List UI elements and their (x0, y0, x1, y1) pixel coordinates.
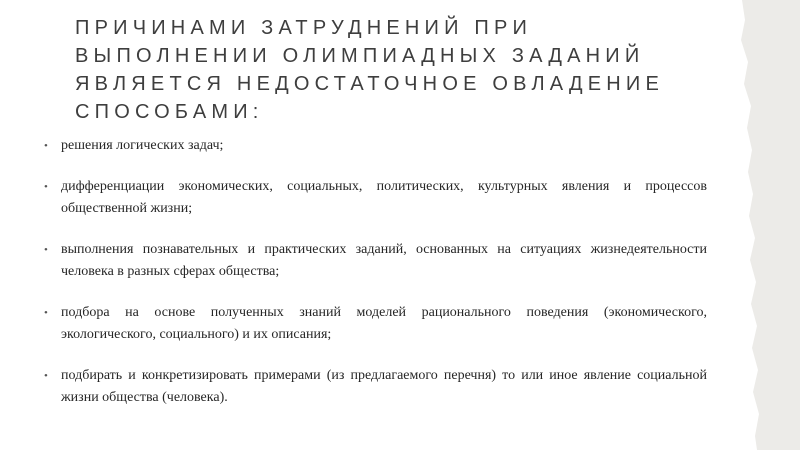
slide-title (75, 14, 715, 126)
title-line: ПРИЧИНАМИ ЗАТРУДНЕНИЙ ПРИ (75, 17, 533, 39)
bullet-text: решения логических задач; (61, 138, 224, 153)
bullet-text: подбора на основе полученных знаний моделей рационального поведения (экономического, экологического, социального) и их описания; (61, 305, 707, 342)
bullet-icon: • (44, 307, 48, 319)
bullet-icon: • (44, 140, 48, 152)
bullet-list (40, 135, 707, 428)
title-line: СПОСОБАМИ: (75, 101, 264, 123)
bullet-item (40, 365, 707, 409)
bullet-item (40, 135, 707, 157)
title-line: ЯВЛЯЕТСЯ НЕДОСТАТОЧНОЕ ОВЛАДЕНИЕ (75, 73, 665, 95)
bullet-icon: • (44, 370, 48, 382)
bullet-text: дифференциации экономических, социальных, политических, культурных явления и процессов общественной жизни; (61, 179, 707, 216)
bullet-icon: • (44, 181, 48, 193)
bullet-icon: • (44, 244, 48, 256)
bullet-text: подбирать и конкретизировать примерами (из предлагаемого перечня) то или иное явление социальной жизни общества (человека). (61, 368, 707, 405)
bullet-item (40, 176, 707, 220)
title-line: ВЫПОЛНЕНИИ ОЛИМПИАДНЫХ ЗАДАНИЙ (75, 45, 645, 67)
bullet-item (40, 302, 707, 346)
bullet-item (40, 239, 707, 283)
bullet-text: выполнения познавательных и практических заданий, основанных на ситуациях жизнедеятельности человека в разных сферах общества; (61, 242, 707, 279)
